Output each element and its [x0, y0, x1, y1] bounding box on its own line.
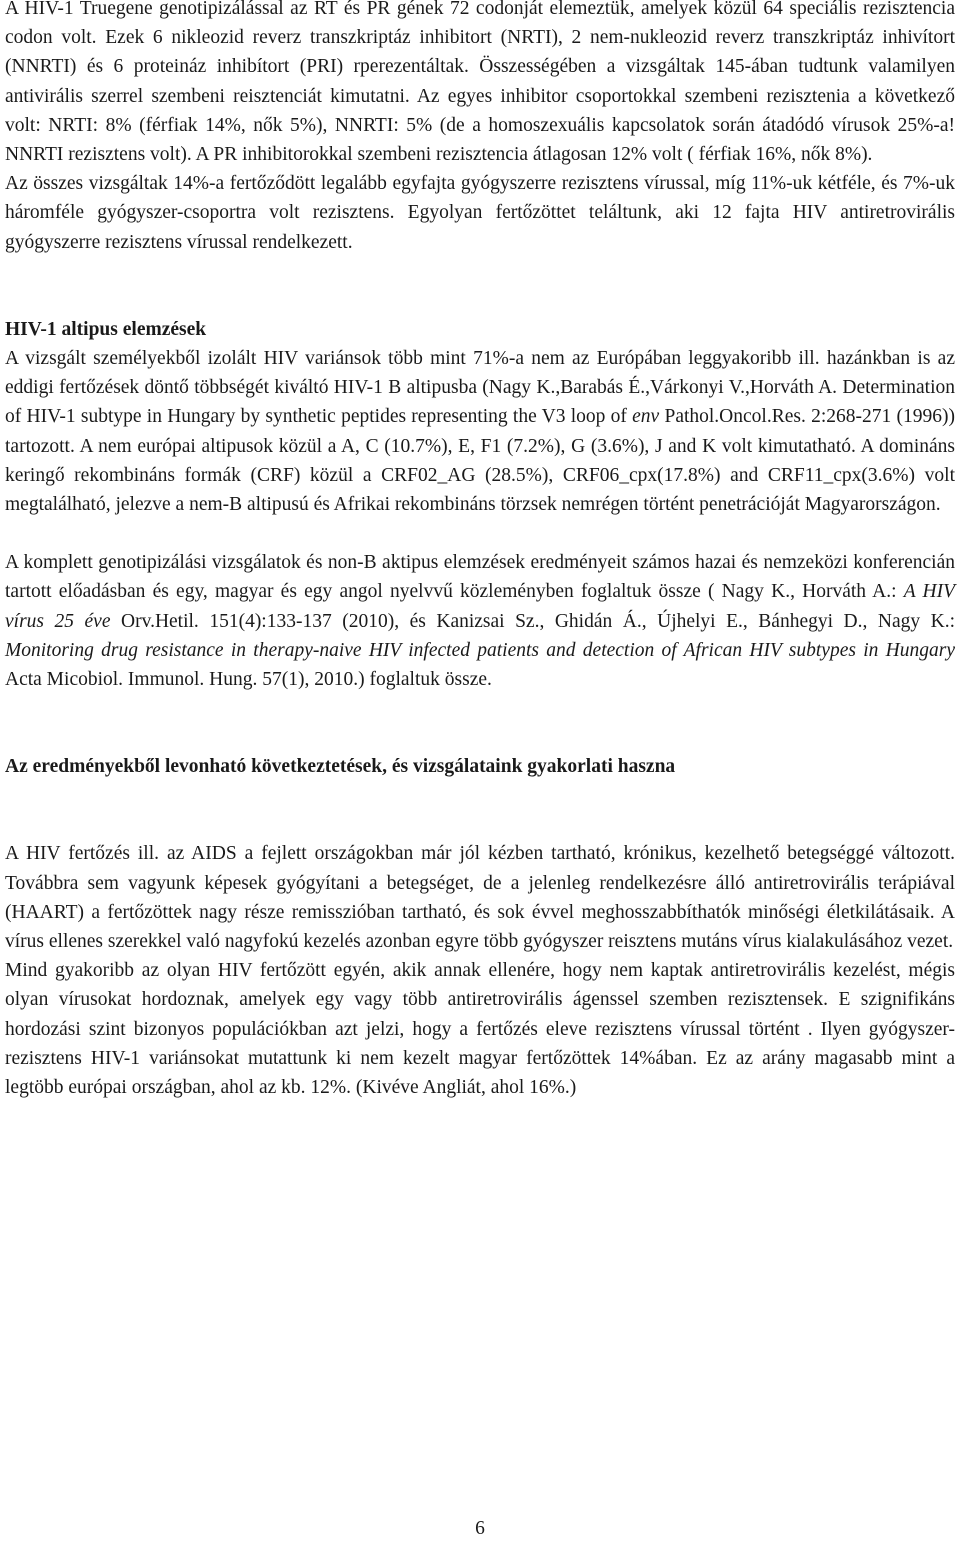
- publications-text-part1: A komplett genotipizálási vizsgálatok és non-B aktipus elemzések eredményeit számos hazai és nemzeközi konferencián tartott előadásban és egy, magyar és egy angol nyelvvű közleményben foglaltuk össze ( Nagy K., Horváth A.:: [5, 552, 955, 603]
- paragraph-subtypes: [5, 344, 955, 519]
- paragraph-hiv-treatment: A HIV fertőzés ill. az AIDS a fejlett országokban már jól kézben tartható, krónikus, kezelhető betegséggé változott. Továbbra sem vagyunk képesek gyógyítani a betegséget, de a jelenleg rendelkezésre álló antiretrovirális terápiával (HAART) a fertőzöttek nagy része remisszióban tartható, és sok évvel meghosszabbíthatók minőségi életkilátásaik. A vírus ellenes szerekkel való nagyfokú kezelés azonban egyre több gyógyszer reisztens mutáns vírus kialakulásához vezet.: [5, 843, 955, 953]
- paragraph-transmitted-resistance: Mind gyakoribb az olyan HIV fertőzött egyén, akik annak ellenére, hogy nem kaptak antiretrovirális kezelést, mégis olyan vírusokat hordoznak, amelyek egy vagy több antiretrovirális ágenssel szemben rezisztensek. E szignifikáns hordozási szint bizonyos populációkban azt jelzi, hogy a fertőzés eleve rezisztens vírussal történt . Ilyen gyógyszer-rezisztens HIV-1 variánsokat mutattunk ki nem kezelt magyar fertőzöttek 14%ában. Ez az arány magasabb mint a legtöbb európai országban, ahol az kb. 12%. (Kivéve Angliát, ahol 16%.): [5, 960, 955, 1099]
- spacer: [5, 257, 955, 315]
- spacer: [5, 519, 955, 548]
- publications-text-part2: Orv.Hetil. 151(4):133-137 (2010), és Kanizsai Sz., Ghidán Á., Újhelyi E., Bánhegyi D., Nagy K.:: [110, 610, 955, 632]
- document-page: [5, 0, 955, 1102]
- sentence-overall-resistance: Összességében a vizsgáltak 145-ában tudtunk valamilyen antivirális szerrel szembeni reisztenciát kimutatni.: [5, 56, 955, 107]
- subtypes-text-part2: Pathol.Oncol.Res. 2:268-271 (1996)) tartozott. A nem európai altipusok közül a A, C (10.7%), E, F1 (7.2%), G (3.6%), J and K volt kimutatható. A domináns keringő rekombináns formák (CRF) közül a CRF02_AG (28.5%), CRF06_cpx(17.8%) and CRF11_cpx(3.6%) volt megtalálható, jelezve a nem-B altipusú és Afrikai rekombináns törzsek nemrégen történt penetrációját Magyarországon.: [5, 406, 955, 516]
- publication-title-english: Monitoring drug resistance in therapy-naive HIV infected patients and detection of African HIV subtypes in Hungary: [5, 639, 955, 661]
- heading-conclusions: Az eredményekből levonható következtetések, és vizsgálataink gyakorlati haszna: [5, 756, 676, 778]
- sentence-inhibitor-groups: Az egyes inhibitor csoportokkal szembeni rezisztenia a következő volt: NRTI: 8% (férfiak 14%, nők 5%), NNRTI: 5% (de a homoszexuális kapcsolatok során átadódó vírusok 25%-a! NNRTI rezisztens volt). A PR inhibitorokkal szembeni rezisztencia átlagosan 12% volt ( férfiak 16%, nők 8%).: [5, 85, 955, 166]
- paragraph-publications: [5, 548, 955, 694]
- publication-title-hungarian: A HIV vírus 25 éve: [5, 581, 955, 632]
- paragraph-multi-resistance: Az összes vizsgáltak 14%-a fertőződött legalább egyfajta gyógyszerre rezisztens vírussal, míg 11%-uk kétféle, és 7%-uk háromféle gyógyszer-csoportra volt rezisztens. Egyolyan fertőzöttet teláltunk, aki 12 fajta HIV antiretrovirális gyógyszerre rezisztens vírussal rendelkezett.: [5, 173, 955, 253]
- publications-text-part3: Acta Micobiol. Immunol. Hung. 57(1), 2010.) foglaltuk össze.: [5, 669, 492, 691]
- subtypes-text-part1: A vizsgált személyekből izolált HIV variánsok több mint 71%-a nem az Európában leggyakoribb ill. hazánkban is az eddigi fertőzések döntő többségét kiváltó HIV-1 B altipusba (Nagy K.,Barabás É.,Várkonyi V.,Horváth A. Determination of HIV-1 subtype in Hungary by synthetic peptides representing the V3 loop of: [5, 348, 955, 428]
- env-gene-italic: env: [632, 406, 660, 428]
- spacer: [5, 781, 955, 839]
- paragraph-resistance-results: [5, 0, 955, 169]
- spacer: [5, 694, 955, 752]
- page-number: 6: [475, 1518, 485, 1539]
- sentence-genotyping: A HIV-1 Truegene genotipizálással az RT és PR gének 72 codonját elemeztük, amelyek közül 64 speciális rezisztencia codon volt. Ezek 6 nikleozid reverz transzkriptáz inhibitort (NRTI), 2 nem-nukleozid reverz transzkriptáz inhivítort (NNRTI) és 6 proteináz inhibítort (PRI) rperezentáltak.: [5, 0, 955, 78]
- heading-subtype-analysis: HIV-1 altipus elemzések: [5, 318, 207, 340]
